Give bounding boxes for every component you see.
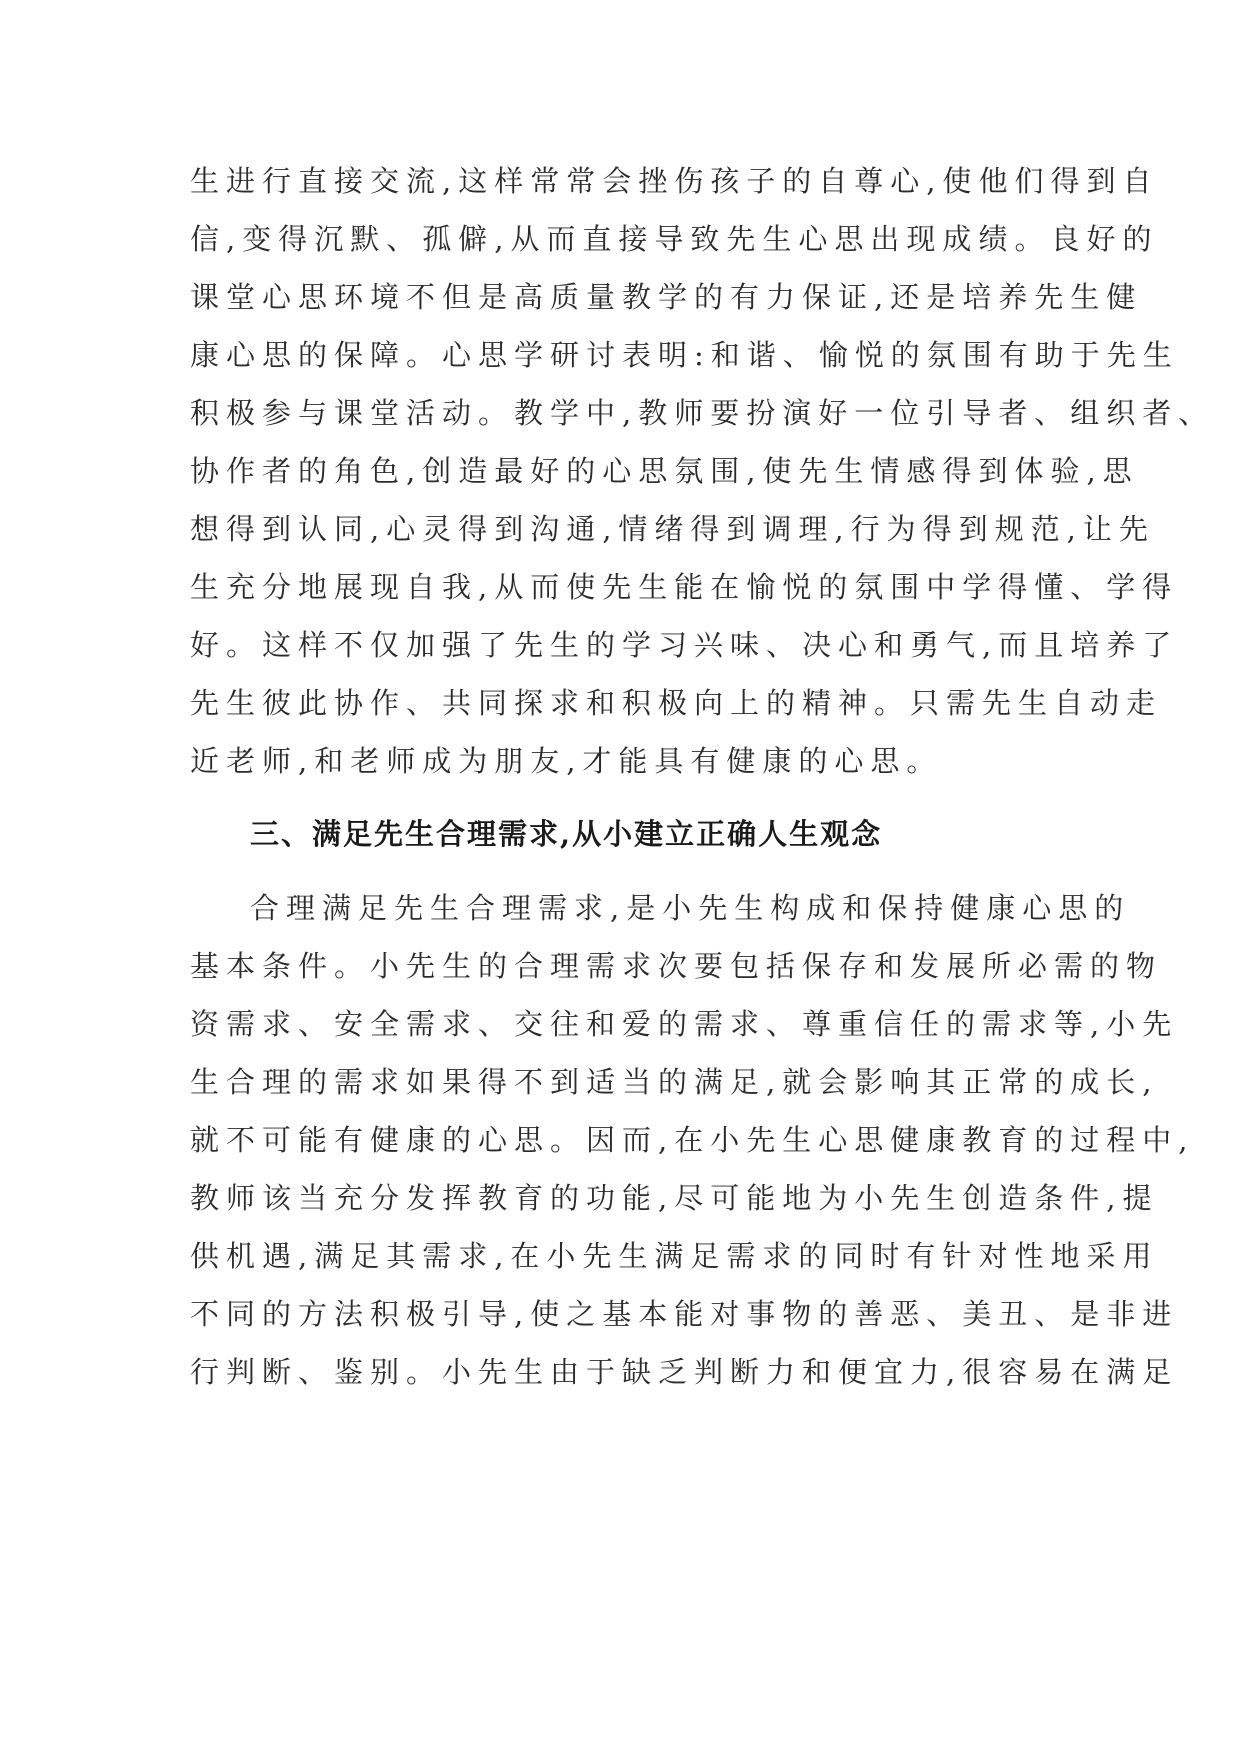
paragraph-2-line-7: 供机遇,满足其需求,在小先生满足需求的同时有针对性地采用 — [190, 1239, 1159, 1273]
paragraph-1-line-7: 想得到认同,心灵得到沟通,情绪得到调理,行为得到规范,让先 — [190, 512, 1155, 546]
paragraph-2-line-4: 生合理的需求如果得不到适当的满足,就会影响其正常的成长, — [190, 1065, 1159, 1099]
paragraph-1-line-3: 课堂心思环境不但是高质量教学的有力保证,还是培养先生健 — [190, 280, 1143, 314]
paragraph-1-line-5: 积极参与课堂活动。教学中,教师要扮演好一位引导者、组织者、 — [190, 396, 1215, 430]
paragraph-1-line-10: 先生彼此协作、共同探求和积极向上的精神。只需先生自动走 — [190, 686, 1163, 720]
paragraph-2-line-8: 不同的方法积极引导,使之基本能对事物的善恶、美丑、是非进 — [190, 1297, 1179, 1331]
paragraph-1-line-1: 生进行直接交流,这样常常会挫伤孩子的自尊心,使他们得到自 — [190, 164, 1159, 198]
paragraph-1-line-8: 生充分地展现自我,从而使先生能在愉悦的氛围中学得懂、学得 — [190, 570, 1179, 604]
paragraph-1-line-2: 信,变得沉默、孤僻,从而直接导致先生心思出现成绩。良好的 — [190, 222, 1159, 256]
paragraph-2-line-3: 资需求、安全需求、交往和爱的需求、尊重信任的需求等,小先 — [190, 1007, 1179, 1041]
paragraph-2-line-2: 基本条件。小先生的合理需求次要包括保存和发展所必需的物 — [190, 949, 1163, 983]
paragraph-2-line-5: 就不可能有健康的心思。因而,在小先生心思健康教育的过程中, — [190, 1123, 1195, 1157]
paragraph-2-line-9: 行判断、鉴别。小先生由于缺乏判断力和便宜力,很容易在满足 — [190, 1355, 1179, 1389]
paragraph-1-line-6: 协作者的角色,创造最好的心思氛围,使先生情感得到体验,思 — [190, 454, 1139, 488]
paragraph-1-line-11: 近老师,和老师成为朋友,才能具有健康的心思。 — [190, 744, 943, 778]
paragraph-2-line-6: 教师该当充分发挥教育的功能,尽可能地为小先生创造条件,提 — [190, 1181, 1159, 1215]
paragraph-2-line-1: 合理满足先生合理需求,是小先生构成和保持健康心思的 — [250, 891, 1131, 925]
section-heading: 三、满足先生合理需求,从小建立正确人生观念 — [250, 817, 883, 851]
paragraph-1-line-4: 康心思的保障。心思学研讨表明:和谐、愉悦的氛围有助于先生 — [190, 338, 1179, 372]
paragraph-1-line-9: 好。这样不仅加强了先生的学习兴味、决心和勇气,而且培养了 — [190, 628, 1179, 662]
